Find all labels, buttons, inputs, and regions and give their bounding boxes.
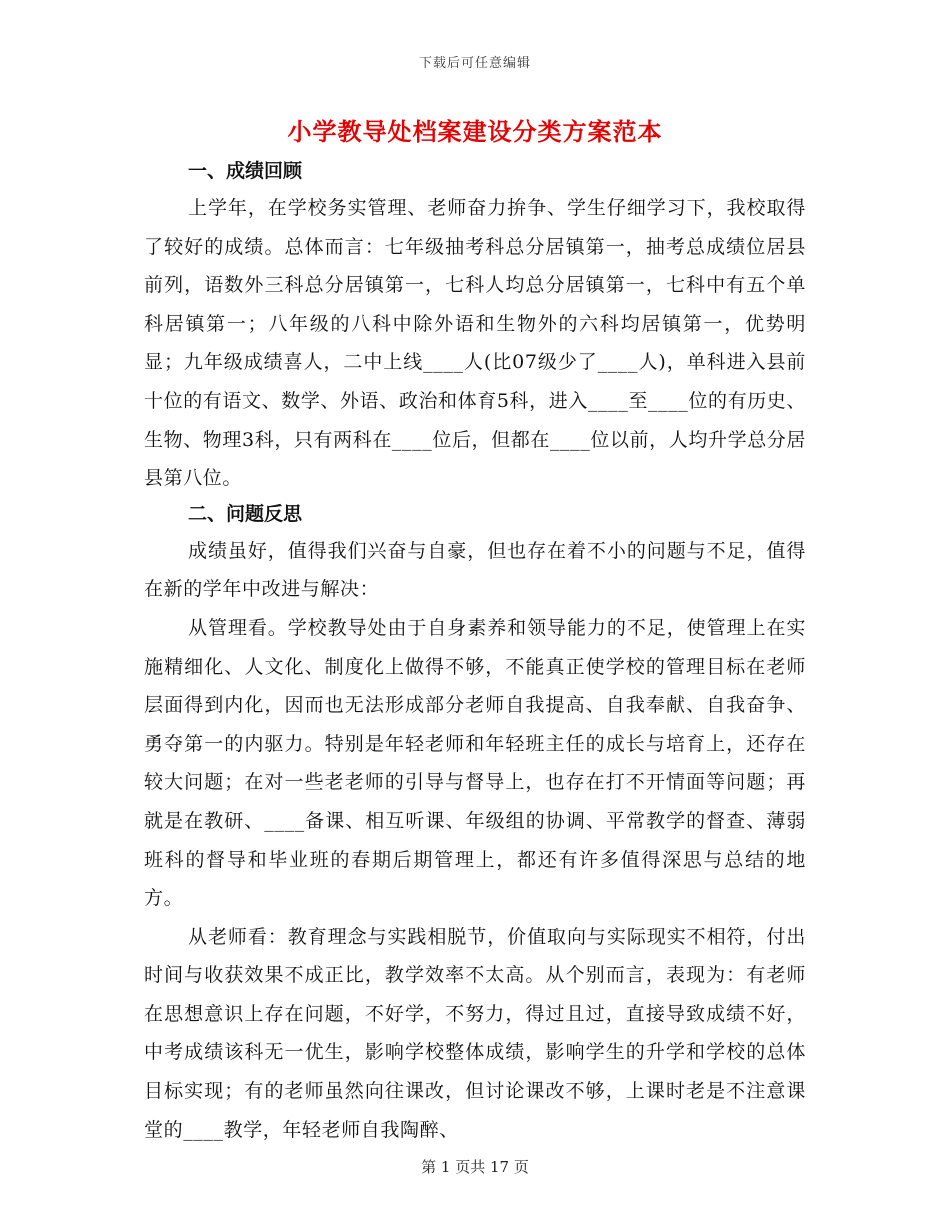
section-heading: 一、成绩回顾 xyxy=(188,160,303,182)
header-note: 下载后可任意编辑 xyxy=(418,56,531,71)
document-title: 小学教导处档案建设分类方案范本 xyxy=(287,117,663,146)
paragraph: 从老师看：教育理念与实践相脱节，价值取向与实际现实不相符，付出时间与收获效果不成正比，教学效率不太高。从个别而言，表现为：有老师在思想意识上存在问题，不好学，不努力，得过且过，直接导致成绩不好，中考成绩该科无一优生，影响学校整体成绩，影响学生的升学和学校的总体目标实现；有的老师虽然向往课改，但讨论课改不够，上课时老是不注意课堂的____教学，年轻老师自我陶醉、 xyxy=(144,925,806,1141)
paragraph: 从管理看。学校教导处由于自身素养和领导能力的不足，使管理上在实施精细化、人文化、制度化上做得不够，不能真正使学校的管理目标在老师层面得到内化，因而也无法形成部分老师自我提高、自我奉献、自我奋争、勇夺第一的内驱力。特别是年轻老师和年轻班主任的成长与培育上，还存在较大问题；在对一些老老师的引导与督导上，也存在打不开情面等问题；再就是在教研、____备课、相互听课、年级组的协调、平常教学的督查、薄弱班科的督导和毕业班的春期后期管理上，都还有许多值得深思与总结的地方。 xyxy=(144,616,806,910)
page-footer: 第 1 页共 17 页 xyxy=(421,1158,529,1176)
paragraph: 上学年，在学校务实管理、老师奋力拚争、学生仔细学习下，我校取得了较好的成绩。总体而言：七年级抽考科总分居镇第一，抽考总成绩位居县前列，语数外三科总分居镇第一，七科人均总分居镇第一，七科中有五个单科居镇第一；八年级的八科中除外语和生物外的六科均居镇第一，优势明显；九年级成绩喜人，二中上线____人(比07级少了____人)，单科进入县前十位的有语文、数学、外语、政治和体育5科，进入____至____位的有历史、生物、物理3科，只有两科在____位后，但都在____位以前，人均升学总分居县第八位。 xyxy=(144,197,806,490)
paragraph: 成绩虽好，值得我们兴奋与自豪，但也存在着不小的问题与不足，值得在新的学年中改进与解决： xyxy=(144,539,806,601)
document-body xyxy=(144,155,806,1149)
section-heading: 二、问题反思 xyxy=(188,502,303,525)
